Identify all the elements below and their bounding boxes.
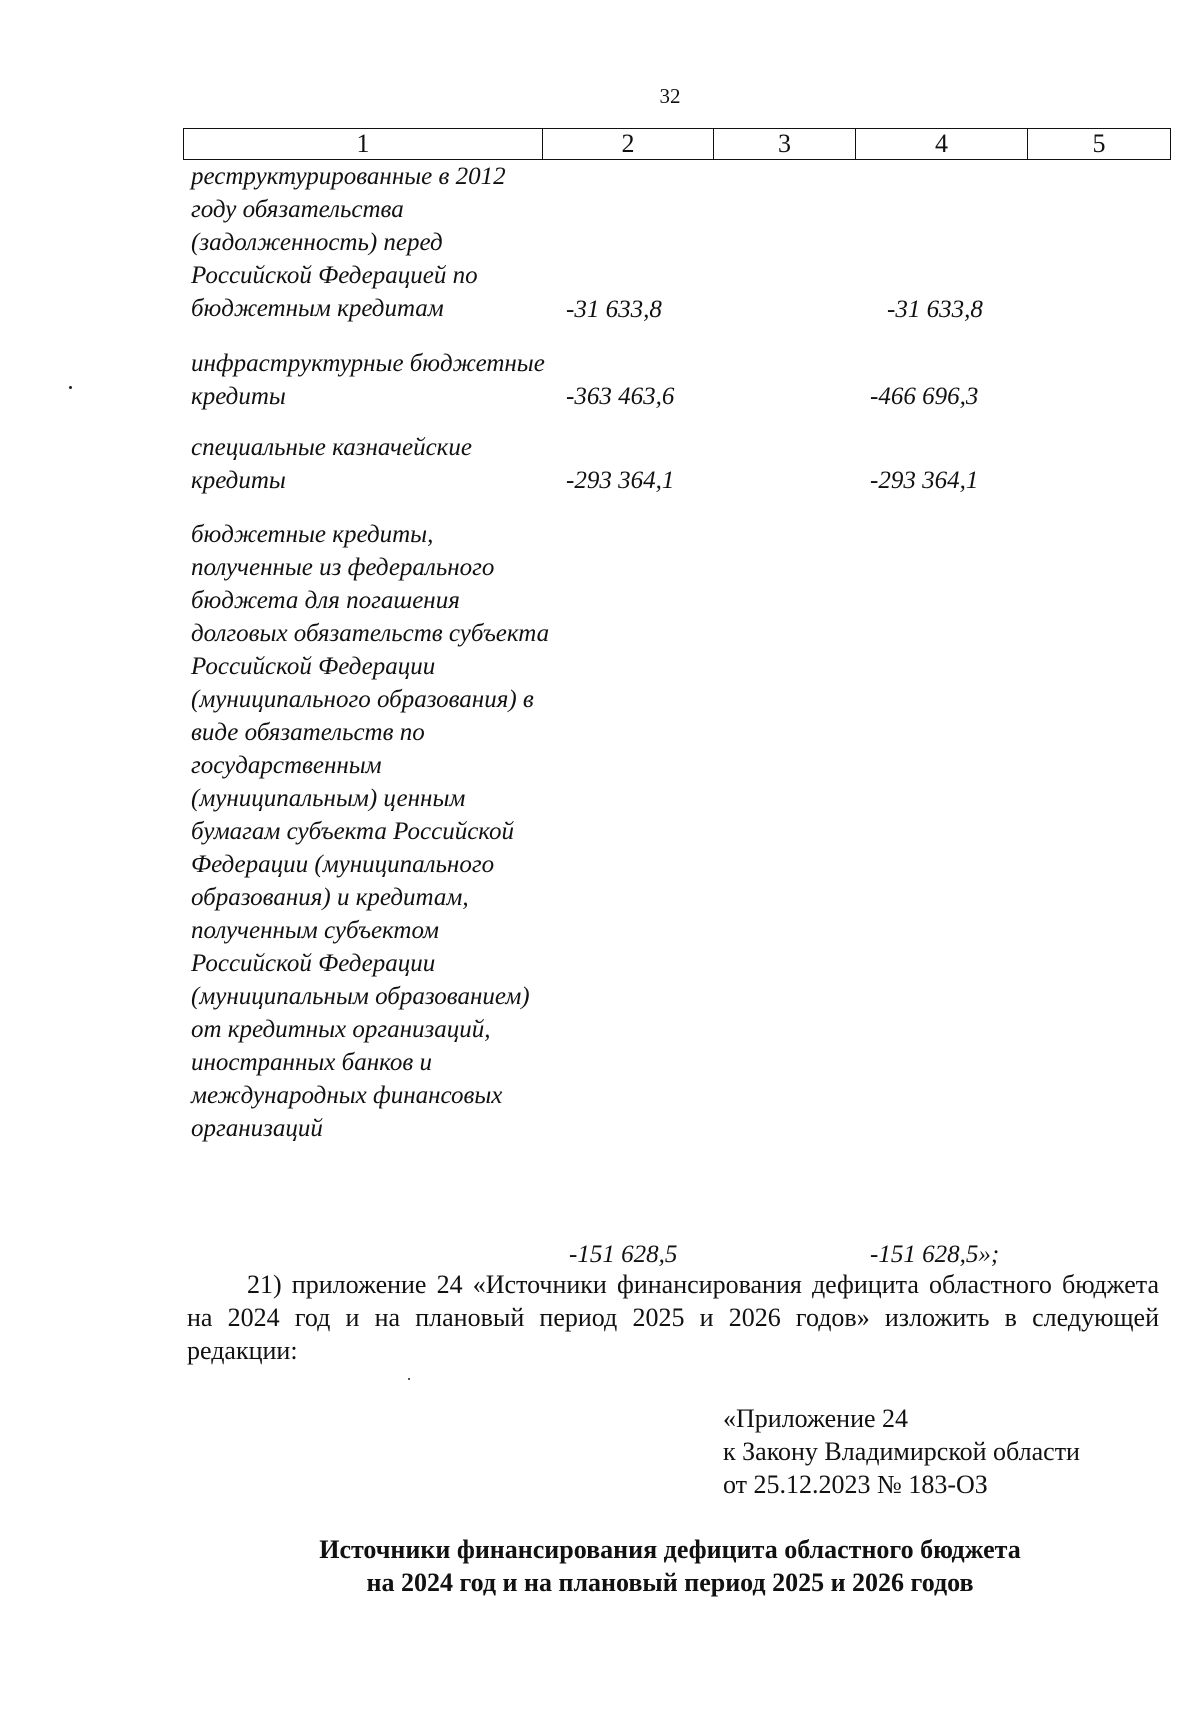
title-line: на 2024 год и на плановый период 2025 и 2026 годов — [366, 1568, 974, 1597]
row-value-col2: -151 628,5 — [569, 1241, 678, 1268]
row-value-col2: -363 463,6 — [566, 383, 675, 410]
row-value-col4: -293 364,1 — [870, 467, 979, 494]
appendix-line: от 25.12.2023 № 183-ОЗ — [723, 1470, 988, 1499]
row-value-col2: -31 633,8 — [566, 296, 662, 323]
row-label: инфраструктурные бюджетные кредиты — [191, 350, 545, 410]
row-value-col4: -151 628,5»; — [870, 1241, 1000, 1268]
column-header-3: 3 — [714, 129, 856, 160]
row-value-col4: -466 696,3 — [870, 383, 979, 410]
title-line: Источники финансирования дефицита областного бюджета — [319, 1535, 1021, 1564]
row-label: бюджетные кредиты, полученные из федерального бюджета для погашения долговых обязательств субъекта Российской Федерации (муниципального образования) в виде обязательств по государственным (муниципальным) ценным бумагам субъекта Российской Федерации (муниципального образования) и кредитам, полученным субъектом Российской Федерации (муниципальным образованием) от кредитных организаций, иностранных банков и международных финансовых организаций — [191, 521, 550, 1142]
table-header — [183, 128, 1171, 160]
appendix-reference — [723, 1402, 1080, 1501]
row-value-col2: -293 364,1 — [566, 467, 675, 494]
appendix-line: «Приложение 24 — [723, 1404, 909, 1433]
table-header-row — [184, 129, 1171, 160]
row-value-col4: -31 633,8 — [887, 296, 983, 323]
column-header-5: 5 — [1028, 129, 1171, 160]
row-label: реструктурированные в 2012 году обязательства (задолженность) перед Российской Федерацией по бюджетным кредитам — [191, 163, 506, 322]
column-header-1: 1 — [184, 129, 543, 160]
column-header-4: 4 — [856, 129, 1028, 160]
amendment-paragraph: 21) приложение 24 «Источники финансирования дефицита областного бюджета на 2024 год и на плановый период 2025 и 2026 годов» изложить в следующей редакции: — [187, 1270, 1159, 1365]
page-number: 32 — [659, 84, 681, 108]
scan-speck — [408, 1378, 410, 1380]
document-title — [0, 1533, 1200, 1599]
appendix-line: к Закону Владимирской области — [723, 1437, 1080, 1466]
column-header-2: 2 — [543, 129, 714, 160]
scan-speck — [69, 386, 72, 389]
row-label: специальные казначейские кредиты — [191, 434, 472, 494]
